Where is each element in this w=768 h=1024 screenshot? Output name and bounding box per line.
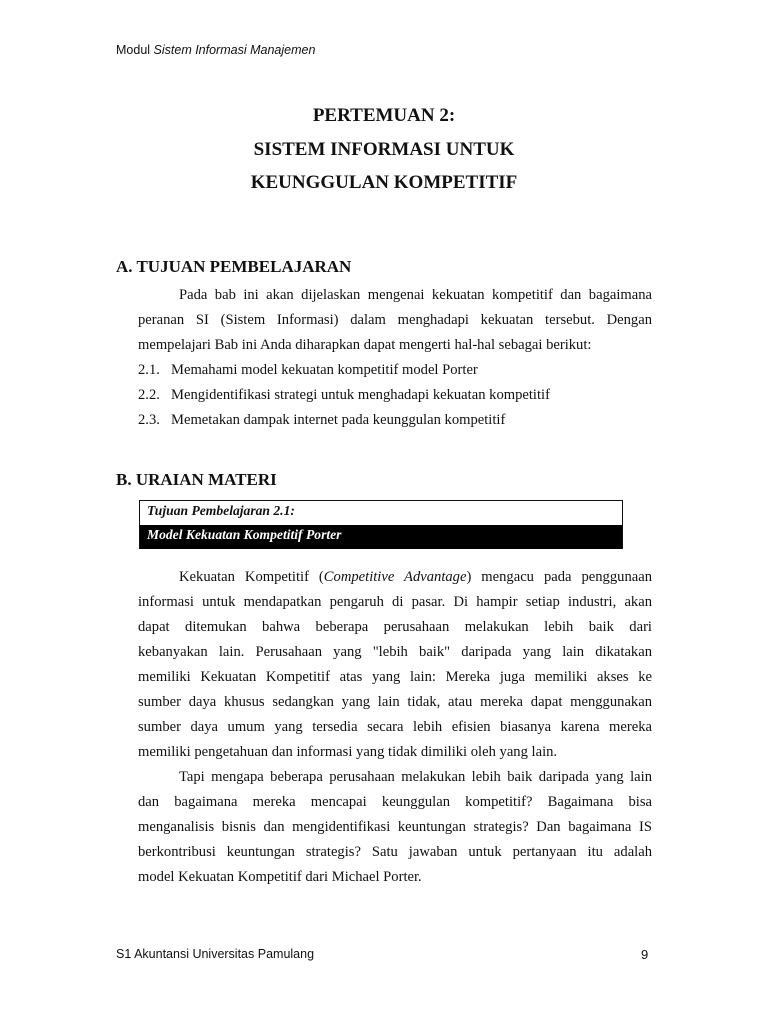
objective-box-title: Model Kekuatan Kompetitif Porter: [140, 525, 622, 549]
objective-item: [138, 360, 478, 380]
objective-item: [138, 385, 550, 405]
paragraph-2-line: model Kekuatan Kompetitif dari Michael Porter.: [138, 869, 422, 885]
objective-number: 2.3.: [138, 412, 160, 428]
objective-text: Memetakan dampak internet pada keunggulan kompetitif: [171, 412, 506, 428]
paragraph-1-line: kebanyakan lain. Perusahaan yang "lebih baik" daripada yang lain dikatakan: [138, 644, 652, 660]
paragraph-2-line: dan bagaimana mereka mencapai keunggulan kompetitif? Bagaimana bisa: [138, 794, 652, 810]
section-b-heading: B. URAIAN MATERI: [116, 470, 277, 489]
paragraph-1-line-1: [179, 567, 652, 587]
learning-objective-box: [139, 500, 623, 549]
paragraph-1-line: sumber daya khusus sedangkan yang lain tidak, atau mereka dapat menggunakan: [138, 694, 652, 710]
title-line-1: PERTEMUAN 2:: [312, 105, 456, 126]
paragraph-1-line: memiliki pengetahuan dan informasi yang tidak dimiliki oleh yang lain.: [138, 744, 558, 760]
title-line-3: KEUNGGULAN KOMPETITIF: [250, 172, 518, 193]
objective-item: [138, 410, 505, 430]
objective-number: 2.2.: [138, 387, 160, 403]
p1-suffix: ) mengacu pada penggunaan: [466, 569, 652, 585]
intro-line-1: Pada bab ini akan dijelaskan mengenai kekuatan kompetitif dan bagaimana: [179, 287, 652, 303]
running-header: [116, 43, 315, 57]
paragraph-2-line: menganalisis bisnis dan mengidentifikasi keuntungan strategis? Dan bagaimana IS: [138, 819, 652, 835]
paragraph-1-line: dapat ditemukan bahwa beberapa perusahaan melakukan lebih baik dari: [138, 619, 652, 635]
section-a-heading: A. TUJUAN PEMBELAJARAN: [116, 257, 352, 276]
paragraph-1-line: informasi untuk mendapatkan pengaruh di pasar. Di hampir setiap industri, akan: [138, 594, 652, 610]
objective-text: Mengidentifikasi strategi untuk menghadapi kekuatan kompetitif: [171, 387, 550, 403]
page-number: 9: [641, 947, 649, 962]
intro-line-2: peranan SI (Sistem Informasi) dalam menghadapi kekuatan tersebut. Dengan: [138, 312, 652, 328]
footer-institution: S1 Akuntansi Universitas Pamulang: [116, 947, 315, 961]
objective-text: Memahami model kekuatan kompetitif model Porter: [171, 362, 478, 378]
title-line-2: SISTEM INFORMASI UNTUK: [253, 138, 515, 160]
intro-line-3: mempelajari Bab ini Anda diharapkan dapat mengerti hal-hal sebagai berikut:: [138, 337, 592, 353]
p1-italic-term: Competitive Advantage: [323, 569, 467, 585]
paragraph-1-line: memiliki Kekuatan Kompetitif atas yang lain: Mereka juga memiliki akses ke: [138, 669, 652, 685]
objective-box-label: Tujuan Pembelajaran 2.1:: [140, 501, 622, 525]
paragraph-2-line: berkontribusi keuntungan strategis? Satu jawaban untuk pertanyaan itu adalah: [138, 844, 652, 860]
p1-prefix: Kekuatan Kompetitif (: [179, 569, 324, 585]
objective-number: 2.1.: [138, 362, 160, 378]
header-prefix: Modul: [116, 43, 154, 57]
paragraph-1-line: sumber daya umum yang tersedia secara lebih efisien biasanya karena mereka: [138, 719, 652, 735]
header-module-title: Sistem Informasi Manajemen: [153, 43, 316, 57]
paragraph-2-line: Tapi mengapa beberapa perusahaan melakukan lebih baik daripada yang lain: [179, 769, 652, 785]
page-title: [0, 104, 768, 205]
